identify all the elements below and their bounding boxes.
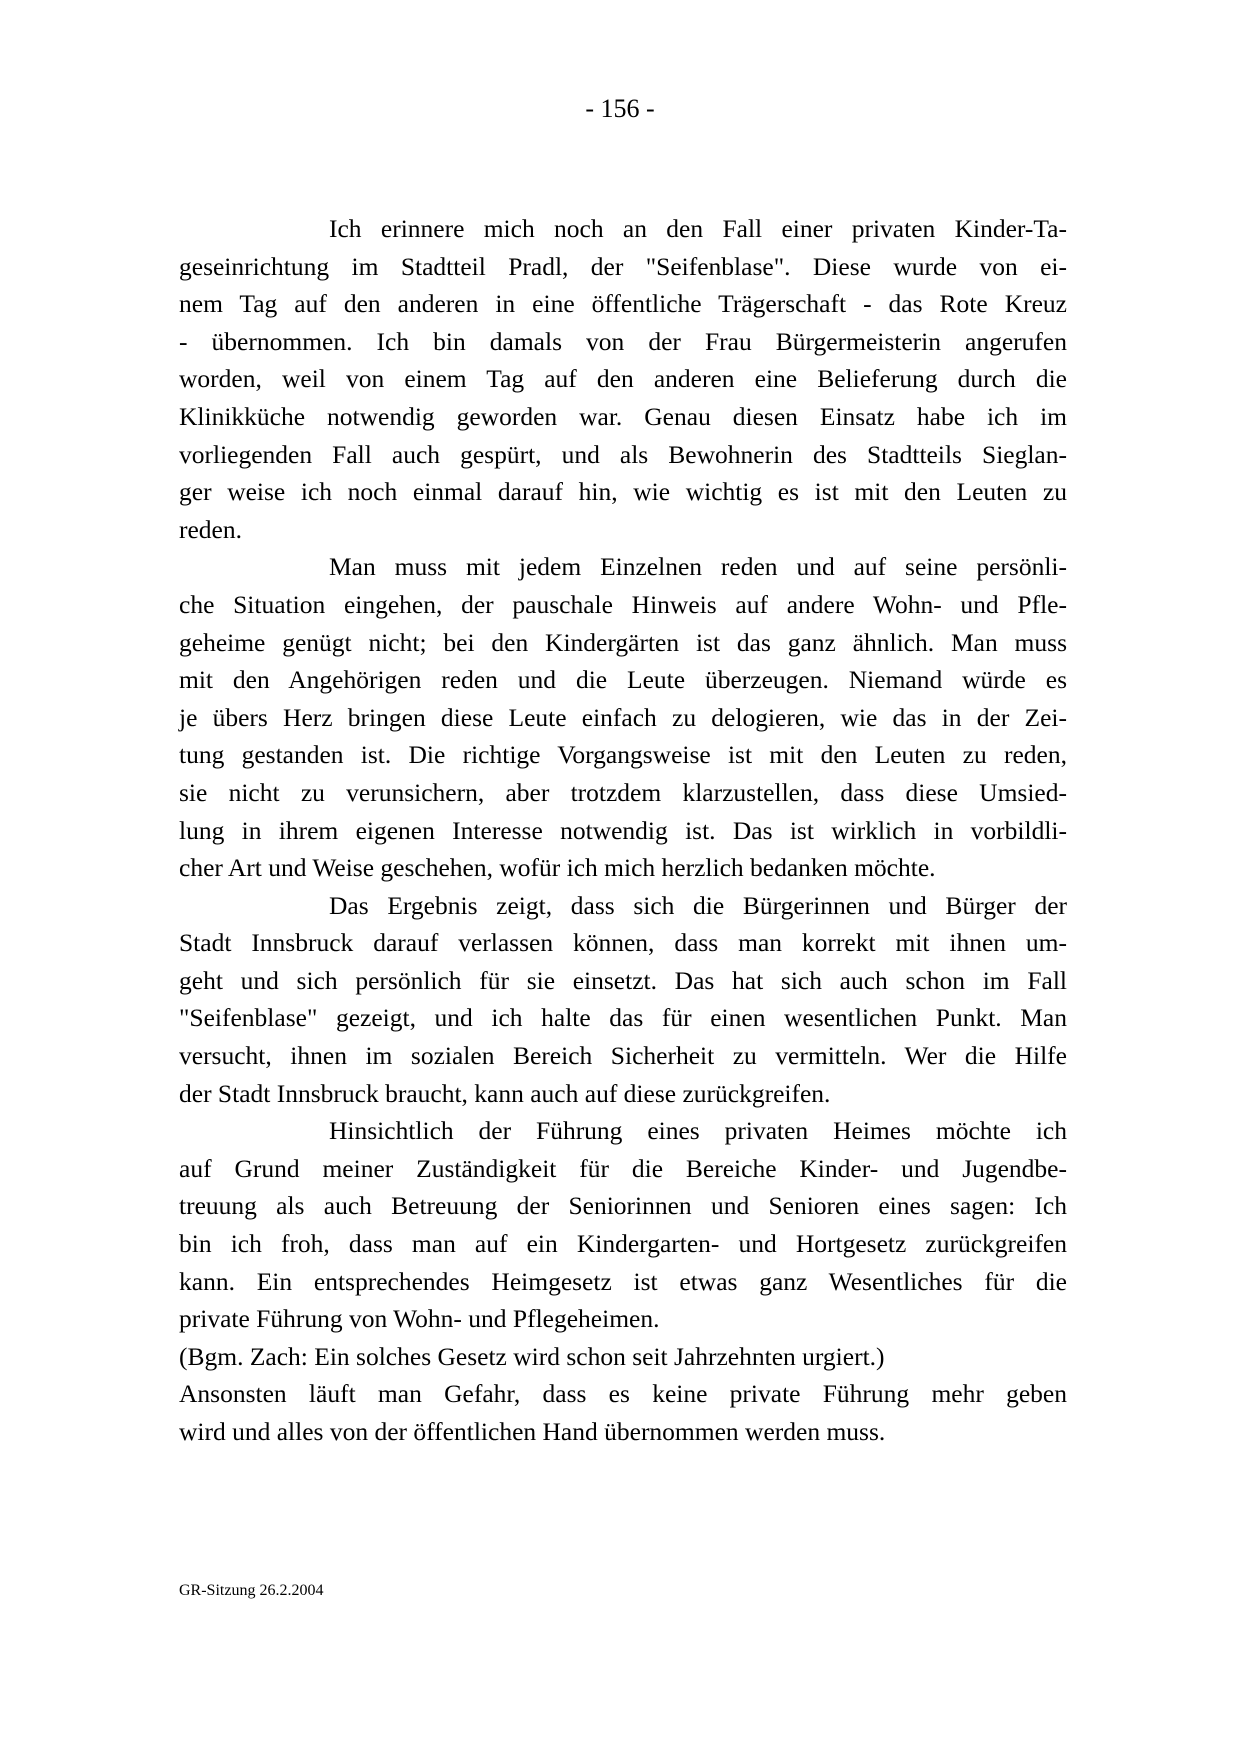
paragraph — [179, 1338, 1067, 1376]
text-line: Hinsichtlich der Führung eines privaten Heimes möchte ich — [329, 1116, 1067, 1146]
text-line: je übers Herz bringen diese Leute einfach zu delogieren, wie das in der Zei- — [179, 702, 1067, 732]
text-line: (Bgm. Zach: Ein solches Gesetz wird schon seit Jahrzehnten urgiert.) — [179, 1341, 885, 1371]
text-line: vorliegenden Fall auch gespürt, und als Bewohnerin des Stadtteils Sieglan- — [179, 439, 1067, 469]
text-line: der Stadt Innsbruck braucht, kann auch auf diese zurückgreifen. — [179, 1078, 831, 1108]
text-line: tung gestanden ist. Die richtige Vorgangsweise ist mit den Leuten zu reden, — [179, 740, 1067, 770]
text-line: - übernommen. Ich bin damals von der Frau Bürgermeisterin angerufen — [179, 326, 1067, 356]
text-line: kann. Ein entsprechendes Heimgesetz ist etwas ganz Wesentliches für die — [179, 1266, 1067, 1296]
text-line: private Führung von Wohn- und Pflegeheimen. — [179, 1304, 660, 1334]
body-text — [179, 210, 1067, 1451]
text-line: Man muss mit jedem Einzelnen reden und auf seine persönli- — [329, 552, 1067, 582]
text-line: Ansonsten läuft man Gefahr, dass es keine private Führung mehr geben — [179, 1379, 1067, 1409]
text-line: reden. — [179, 514, 243, 544]
paragraph — [179, 548, 1067, 886]
text-line: cher Art und Weise geschehen, wofür ich mich herzlich bedanken möchte. — [179, 853, 936, 883]
paragraph — [179, 1375, 1067, 1450]
text-line: che Situation eingehen, der pauschale Hinweis auf andere Wohn- und Pfle- — [179, 589, 1067, 619]
paragraph — [179, 1112, 1067, 1338]
text-line: geseinrichtung im Stadtteil Pradl, der "Seifenblase". Diese wurde von ei- — [179, 251, 1067, 281]
paragraph — [179, 887, 1067, 1113]
text-line: worden, weil von einem Tag auf den anderen eine Belieferung durch die — [179, 364, 1067, 394]
text-line: sie nicht zu verunsichern, aber trotzdem klarzustellen, dass diese Umsied- — [179, 777, 1067, 807]
text-line: lung in ihrem eigenen Interesse notwendig ist. Das ist wirklich in vorbildli- — [179, 815, 1067, 845]
text-line: ger weise ich noch einmal darauf hin, wie wichtig es ist mit den Leuten zu — [179, 477, 1067, 507]
text-line: Klinikküche notwendig geworden war. Genau diesen Einsatz habe ich im — [179, 401, 1067, 431]
text-line: wird und alles von der öffentlichen Hand übernommen werden muss. — [179, 1417, 886, 1446]
page-number: - 156 - — [585, 94, 655, 123]
text-line: versucht, ihnen im sozialen Bereich Sicherheit zu vermitteln. Wer die Hilfe — [179, 1041, 1067, 1071]
footer: GR-Sitzung 26.2.2004 — [179, 1582, 324, 1599]
text-line: Stadt Innsbruck darauf verlassen können, dass man korrekt mit ihnen um- — [179, 928, 1067, 958]
text-line: geht und sich persönlich für sie einsetzt. Das hat sich auch schon im Fall — [179, 965, 1067, 995]
text-line: treuung als auch Betreuung der Seniorinnen und Senioren eines sagen: Ich — [179, 1191, 1067, 1221]
paragraph — [179, 210, 1067, 548]
text-line: nem Tag auf den anderen in eine öffentliche Trägerschaft - das Rote Kreuz — [179, 289, 1067, 319]
text-line: Das Ergebnis zeigt, dass sich die Bürgerinnen und Bürger der — [329, 890, 1067, 920]
text-line: "Seifenblase" gezeigt, und ich halte das für einen wesentlichen Punkt. Man — [179, 1003, 1067, 1033]
text-line: geheime genügt nicht; bei den Kindergärten ist das ganz ähnlich. Man muss — [179, 627, 1067, 657]
text-line: auf Grund meiner Zuständigkeit für die Bereiche Kinder- und Jugendbe- — [179, 1153, 1067, 1183]
text-line: mit den Angehörigen reden und die Leute überzeugen. Niemand würde es — [179, 665, 1067, 695]
text-line: Ich erinnere mich noch an den Fall einer privaten Kinder-Ta- — [329, 214, 1067, 243]
text-line: bin ich froh, dass man auf ein Kindergarten- und Hortgesetz zurückgreifen — [179, 1229, 1067, 1259]
